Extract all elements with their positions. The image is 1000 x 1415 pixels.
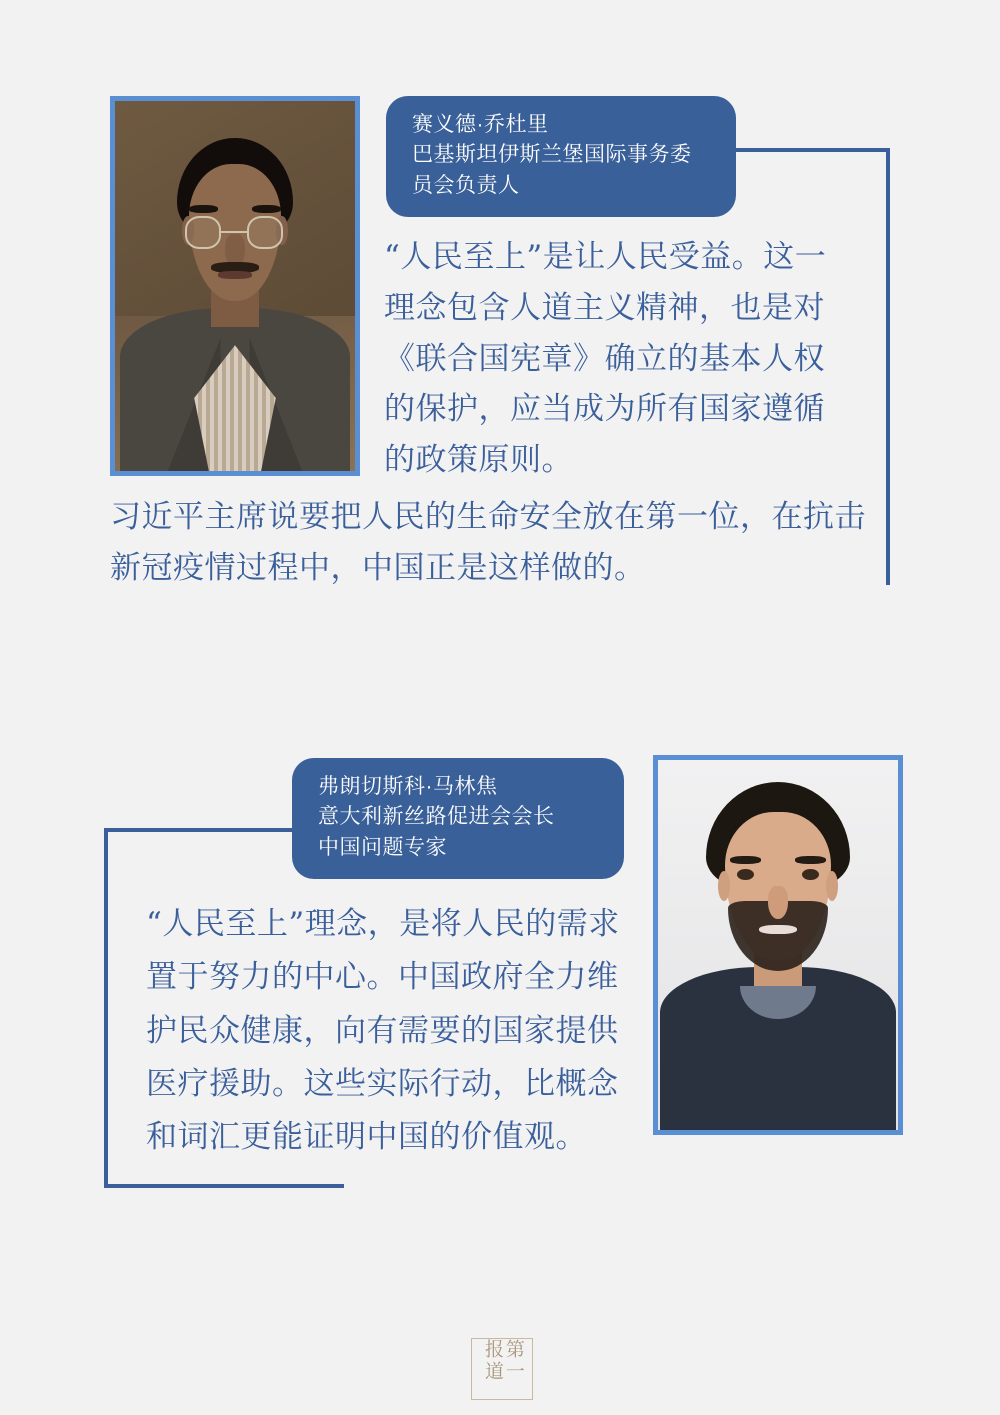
- eyeglasses-bridge-icon: [221, 231, 247, 233]
- footer-logo-badge: [471, 1338, 533, 1400]
- portrait-eyebrow-left: [730, 856, 761, 864]
- portrait-eye-right: [802, 869, 819, 880]
- portrait-ear-right: [826, 871, 838, 901]
- portrait-nose: [768, 886, 787, 919]
- speaker-title-line-2: 员会负责人: [412, 173, 520, 197]
- quote-card-maringiu: [0, 700, 1000, 1260]
- portrait-eyebrow-right: [252, 205, 281, 213]
- footer-logo-text: 第一报道: [482, 1339, 524, 1383]
- quote-card-chaudhri: [0, 0, 1000, 640]
- quote-text-chaudhri-part1: “人民至上”是让人民受益。这一理念包含人道主义精神，也是对《联合国宪章》确立的基本人权的保护，应当成为所有国家遵循的政策原则。: [384, 239, 827, 479]
- speaker-title-line-2: 中国问题专家: [318, 835, 447, 859]
- decorative-bracket-left-bottom: [104, 1184, 344, 1188]
- quote-text-maringiu: “人民至上”理念，是将人民的需求置于努力的中心。中国政府全力维护民众健康，向有需要的国家提供医疗援助。这些实际行动，比概念和词汇更能证明中国的价值观。: [146, 906, 620, 1156]
- speaker-name: 赛义德·乔杜里: [412, 113, 549, 136]
- portrait-mouth: [218, 271, 252, 278]
- eyeglasses-lens-left-icon: [185, 216, 221, 249]
- portrait-photo-maringiu: [653, 755, 903, 1135]
- portrait-photo-chaudhri: [110, 96, 360, 476]
- speaker-title-line-1: 巴基斯坦伊斯兰堡国际事务委: [412, 143, 692, 167]
- eyeglasses-lens-right-icon: [247, 216, 283, 249]
- speaker-namebox-chaudhri: [386, 96, 736, 217]
- portrait-eyebrow-right: [795, 856, 826, 864]
- quote-text-chaudhri-part2: 习近平主席说要把人民的生命安全放在第一位，在抗击新冠疫情过程中，中国正是这样做的。: [110, 499, 866, 586]
- speaker-title-line-1: 意大利新丝路促进会会长: [318, 805, 555, 829]
- portrait-ear-left: [718, 871, 730, 901]
- portrait-eyebrow-left: [189, 205, 218, 213]
- portrait-mouth: [759, 925, 797, 935]
- speaker-namebox-maringiu: [292, 758, 624, 879]
- speaker-name: 弗朗切斯科·马林焦: [318, 775, 498, 798]
